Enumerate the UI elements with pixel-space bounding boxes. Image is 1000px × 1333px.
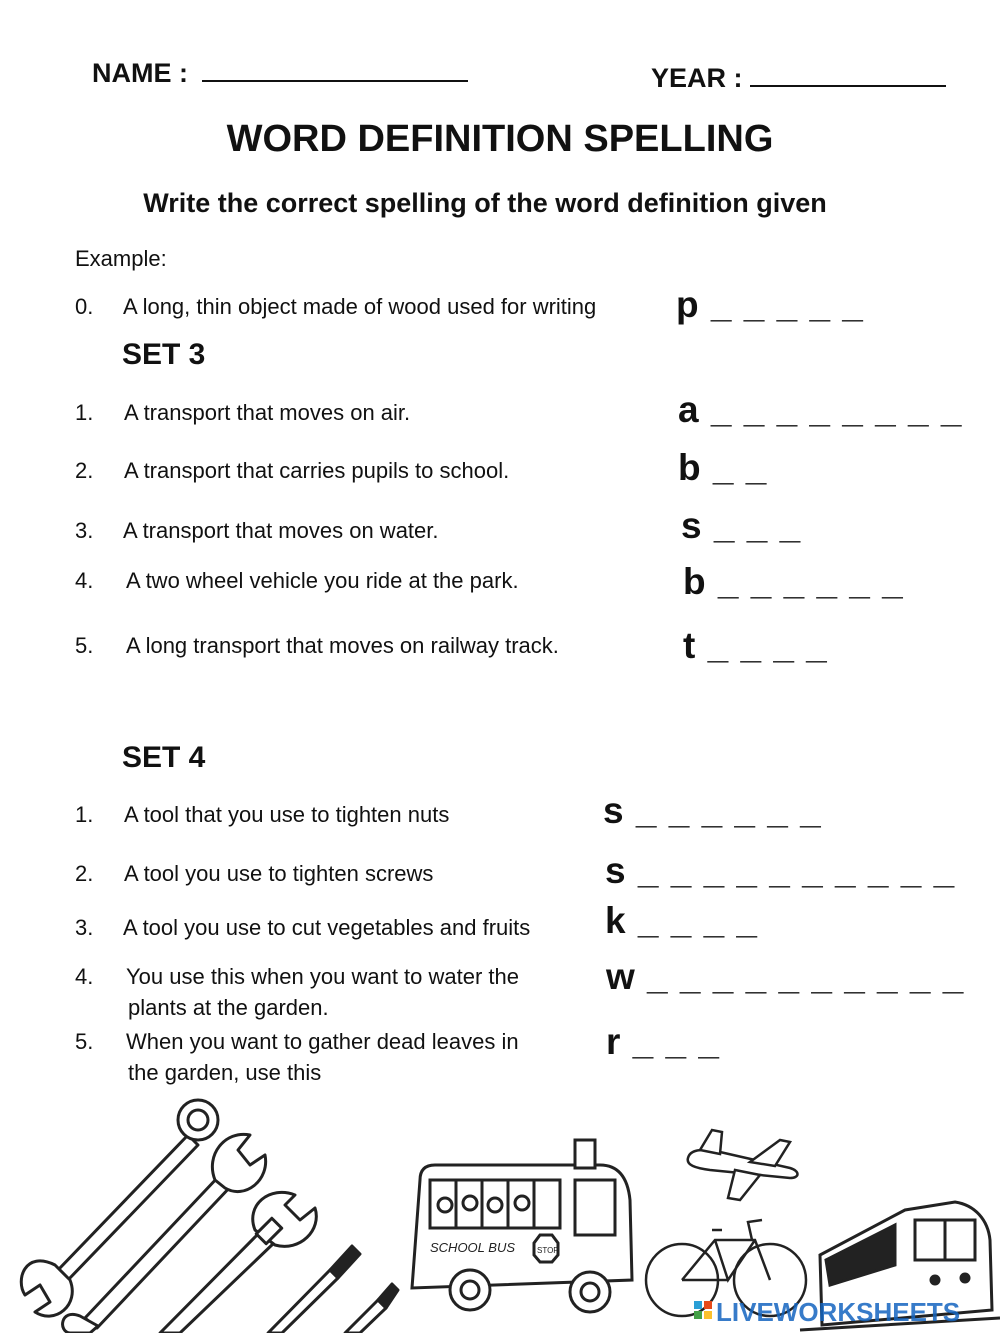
set4-q5-text: When you want to gather dead leaves in xyxy=(126,1029,519,1054)
set3-q5-answer[interactable]: t _ _ _ _ xyxy=(683,625,828,666)
set4-title: SET 4 xyxy=(122,741,206,774)
set3-q1-answer[interactable]: a _ _ _ _ _ _ _ _ xyxy=(678,389,963,430)
watermark-logo-icon xyxy=(694,1301,702,1309)
screwdriver-icon xyxy=(268,1246,360,1333)
name-field xyxy=(92,58,468,89)
set4-q3-text: A tool you use to cut vegetables and fruits xyxy=(123,915,531,940)
set4-q1-answer[interactable]: s _ _ _ _ _ _ xyxy=(603,790,822,831)
set3-q2-number: 2. xyxy=(75,458,94,483)
set4-q4-answer[interactable]: w _ _ _ _ _ _ _ _ _ _ xyxy=(606,956,965,997)
set4-q4-text: You use this when you want to water the xyxy=(126,964,519,989)
year-input-line[interactable] xyxy=(750,63,946,87)
set4-q1-text: A tool that you use to tighten nuts xyxy=(124,802,450,827)
bus-sign-text: SCHOOL BUS xyxy=(430,1240,516,1255)
example-number: 0. xyxy=(75,294,94,319)
set4-q2-text: A tool you use to tighten screws xyxy=(124,861,434,886)
example-label: Example: xyxy=(75,246,167,271)
name-label: NAME : xyxy=(92,58,188,88)
set3-q4-text: A two wheel vehicle you ride at the park. xyxy=(126,568,519,593)
stop-sign-text: STOP xyxy=(537,1246,559,1255)
year-field xyxy=(651,63,946,94)
school-bus-icon xyxy=(412,1140,632,1312)
set4-q5-answer[interactable]: r _ _ _ xyxy=(606,1021,720,1062)
name-input-line[interactable] xyxy=(202,58,468,82)
set4-q5-text-line2: the garden, use this xyxy=(128,1060,322,1085)
set4-q5-number: 5. xyxy=(75,1029,94,1054)
set3-q1-text: A transport that moves on air. xyxy=(124,400,411,425)
tools-and-transport-illustration xyxy=(0,1080,1000,1333)
set4-q2-answer[interactable]: s _ _ _ _ _ _ _ _ _ _ xyxy=(605,850,956,891)
page-title: WORD DEFINITION SPELLING xyxy=(226,118,774,160)
watermark-text: LIVEWORKSHEETS xyxy=(716,1297,961,1327)
tools-illustration xyxy=(21,1100,398,1333)
watermark xyxy=(694,1297,960,1327)
set3-q3-text: A transport that moves on water. xyxy=(123,518,439,543)
set3-q2-text: A transport that carries pupils to school. xyxy=(124,458,510,483)
set4-q1-number: 1. xyxy=(75,802,94,827)
set3-q5-text: A long transport that moves on railway track. xyxy=(126,633,559,658)
set3-q2-answer[interactable]: b _ _ xyxy=(678,447,768,488)
set3-q5-number: 5. xyxy=(75,633,94,658)
example-question: A long, thin object made of wood used for writing xyxy=(123,294,597,319)
set4-q3-answer[interactable]: k _ _ _ _ xyxy=(605,900,759,941)
set3-q4-number: 4. xyxy=(75,568,94,593)
set4-q4-number: 4. xyxy=(75,964,94,989)
set4-q2-number: 2. xyxy=(75,861,94,886)
set3-q3-answer[interactable]: s _ _ _ xyxy=(681,505,802,546)
airplane-icon xyxy=(688,1130,798,1200)
year-label: YEAR : xyxy=(651,63,743,93)
example-answer: p _ _ _ _ _ xyxy=(676,284,864,325)
set4-q4-text-line2: plants at the garden. xyxy=(128,995,329,1020)
set3-q1-number: 1. xyxy=(75,400,94,425)
instruction: Write the correct spelling of the word definition given xyxy=(143,188,827,218)
set3-title: SET 3 xyxy=(122,338,206,371)
screwdriver-icon-2 xyxy=(345,1284,398,1333)
set3-q4-answer[interactable]: b _ _ _ _ _ _ xyxy=(683,561,904,602)
set4-q3-number: 3. xyxy=(75,915,94,940)
set3-q3-number: 3. xyxy=(75,518,94,543)
